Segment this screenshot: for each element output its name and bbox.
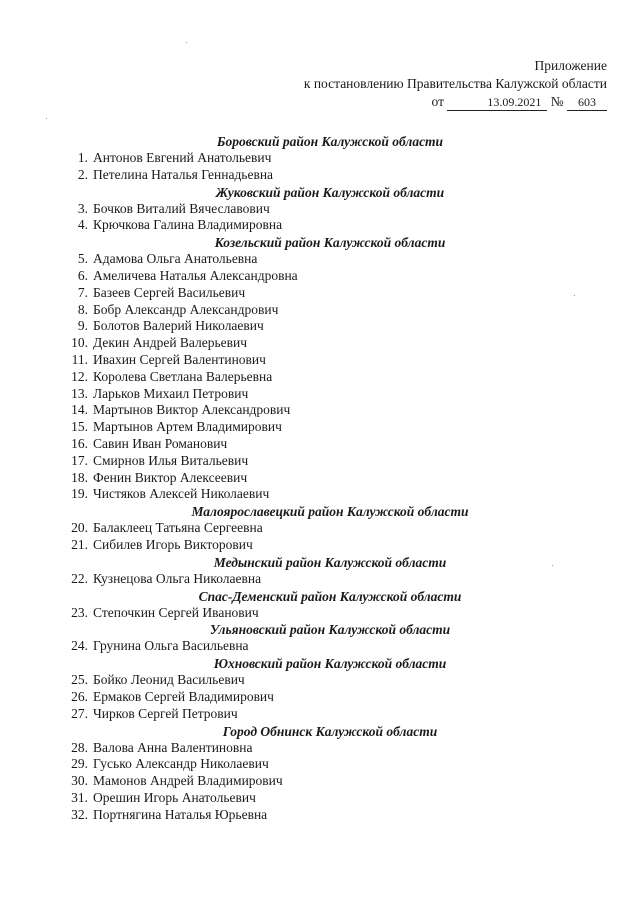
list-item xyxy=(64,268,584,285)
scan-speck xyxy=(552,565,553,566)
list-item-name: Петелина Наталья Геннадьевна xyxy=(93,166,274,182)
resolution-date: 13.09.2021 xyxy=(447,95,547,111)
list-item xyxy=(64,706,584,723)
list-item-number: 12. xyxy=(71,368,88,384)
list-item-name: Королева Светлана Валерьевна xyxy=(93,368,273,384)
list-item xyxy=(64,486,584,503)
district-heading: Спас-Деменский район Калужской области xyxy=(198,588,462,604)
list-item-number: 10. xyxy=(71,335,88,351)
district-heading: Медынский район Калужской области xyxy=(213,554,447,570)
list-item xyxy=(64,571,584,588)
scan-speck xyxy=(574,295,575,296)
list-item-number: 8. xyxy=(77,301,88,317)
appendix-label: Приложение xyxy=(534,58,607,73)
resolution-reference: к постановлению Правительства Калужской области xyxy=(303,76,607,91)
district-heading: Юхновский район Калужской области xyxy=(213,656,447,672)
list-item-name: Болотов Валерий Николаевич xyxy=(93,318,264,334)
list-item-name: Ларьков Михаил Петрович xyxy=(93,385,249,401)
district-heading: Ульяновский район Калужской области xyxy=(209,622,451,638)
list-item-name: Портнягина Наталья Юрьевна xyxy=(93,806,268,822)
list-item-number: 31. xyxy=(71,789,88,805)
list-item xyxy=(64,167,584,184)
list-item-number: 28. xyxy=(71,739,88,755)
list-item-name: Чистяков Алексей Николаевич xyxy=(93,486,270,502)
list-item-number: 2. xyxy=(77,166,88,182)
scan-speck xyxy=(186,42,187,43)
list-item-number: 22. xyxy=(71,570,88,586)
date-number-line xyxy=(304,93,607,111)
list-item-number: 7. xyxy=(77,284,88,300)
list-item xyxy=(64,419,584,436)
list-item-number: 5. xyxy=(77,251,88,267)
list-item-name: Гусько Александр Николаевич xyxy=(93,756,269,772)
list-item xyxy=(64,740,584,757)
scan-speck xyxy=(46,118,47,119)
list-item xyxy=(64,352,584,369)
list-item xyxy=(64,756,584,773)
district-heading: Жуковский район Калужской области xyxy=(215,184,445,200)
list-item xyxy=(64,773,584,790)
list-item xyxy=(64,470,584,487)
list-item xyxy=(64,335,584,352)
list-item-name: Базеев Сергей Васильевич xyxy=(93,284,246,300)
district-heading: Боровский район Калужской области xyxy=(216,134,444,149)
number-sign: № xyxy=(550,94,564,109)
list-item-name: Чирков Сергей Петрович xyxy=(93,705,238,721)
list-item xyxy=(64,453,584,470)
list-item-number: 15. xyxy=(71,419,88,435)
list-item xyxy=(64,672,584,689)
list-item xyxy=(64,150,584,167)
list-item-number: 21. xyxy=(71,536,88,552)
list-item xyxy=(64,251,584,268)
district-heading: Город Обнинск Калужской области xyxy=(222,723,438,739)
list-item xyxy=(64,537,584,554)
list-item-number: 24. xyxy=(71,638,88,654)
list-item xyxy=(64,402,584,419)
list-item-number: 29. xyxy=(71,756,88,772)
list-item-number: 17. xyxy=(71,452,88,468)
list-item-name: Фенин Виктор Алексеевич xyxy=(93,469,248,485)
list-item-number: 30. xyxy=(71,773,88,789)
list-item-number: 3. xyxy=(77,200,88,216)
resolution-number: 603 xyxy=(567,95,607,111)
list-item-name: Ивахин Сергей Валентинович xyxy=(93,351,266,367)
list-item-name: Мамонов Андрей Владимирович xyxy=(93,773,283,789)
list-item-number: 14. xyxy=(71,402,88,418)
list-item-name: Адамова Ольга Анатольевна xyxy=(93,251,258,267)
list-item xyxy=(64,302,584,319)
list-item xyxy=(64,520,584,537)
list-item xyxy=(64,605,584,622)
list-item-name: Кузнецова Ольга Николаевна xyxy=(93,570,262,586)
list-item-number: 25. xyxy=(71,672,88,688)
list-item xyxy=(64,201,584,218)
list-item-name: Декин Андрей Валерьевич xyxy=(93,335,248,351)
list-item-number: 23. xyxy=(71,604,88,620)
list-item xyxy=(64,318,584,335)
list-item xyxy=(64,689,584,706)
list-item xyxy=(64,285,584,302)
list-item-name: Смирнов Илья Витальевич xyxy=(93,452,249,468)
list-item xyxy=(64,217,584,234)
list-item-name: Валова Анна Валентиновна xyxy=(93,739,253,755)
list-item xyxy=(64,436,584,453)
list-item-number: 4. xyxy=(77,217,88,233)
list-item-name: Бойко Леонид Васильевич xyxy=(93,672,245,688)
list-item-number: 9. xyxy=(77,318,88,334)
document-header xyxy=(304,57,607,111)
list-item-name: Балаклеец Татьяна Сергеевна xyxy=(93,520,263,536)
list-item-name: Грунина Ольга Васильевна xyxy=(93,638,249,654)
list-item-name: Бочков Виталий Вячеславович xyxy=(93,200,270,216)
list-item-name: Савин Иван Романович xyxy=(93,435,228,451)
list-item-number: 18. xyxy=(71,469,88,485)
district-heading: Малоярославецкий район Калужской области xyxy=(191,504,469,520)
list-item-name: Мартынов Артем Владимирович xyxy=(93,419,282,435)
list-item xyxy=(64,386,584,403)
district-list xyxy=(64,133,584,824)
list-item-number: 32. xyxy=(71,806,88,822)
list-item-number: 13. xyxy=(71,385,88,401)
list-item-number: 20. xyxy=(71,520,88,536)
list-item-number: 16. xyxy=(71,435,88,451)
list-item-name: Ермаков Сергей Владимирович xyxy=(93,688,274,704)
list-item-number: 6. xyxy=(77,267,88,283)
list-item-number: 19. xyxy=(71,486,88,502)
list-item-number: 11. xyxy=(71,351,88,367)
list-item-number: 26. xyxy=(71,688,88,704)
district-heading: Козельский район Калужской области xyxy=(214,235,446,251)
list-item-name: Крючкова Галина Владимировна xyxy=(93,217,283,233)
list-item xyxy=(64,369,584,386)
date-prefix: от xyxy=(431,94,444,109)
list-item-name: Бобр Александр Александрович xyxy=(93,301,279,317)
list-item-name: Орешин Игорь Анатольевич xyxy=(93,789,256,805)
list-item xyxy=(64,807,584,824)
list-item-name: Амеличева Наталья Александровна xyxy=(93,267,298,283)
list-item-name: Степочкин Сергей Иванович xyxy=(93,604,259,620)
list-item-number: 27. xyxy=(71,705,88,721)
list-item-name: Мартынов Виктор Александрович xyxy=(93,402,291,418)
list-item xyxy=(64,638,584,655)
list-item xyxy=(64,790,584,807)
list-item-name: Сибилев Игорь Викторович xyxy=(93,536,253,552)
list-item-number: 1. xyxy=(77,150,88,165)
list-item-name: Антонов Евгений Анатольевич xyxy=(93,150,272,165)
